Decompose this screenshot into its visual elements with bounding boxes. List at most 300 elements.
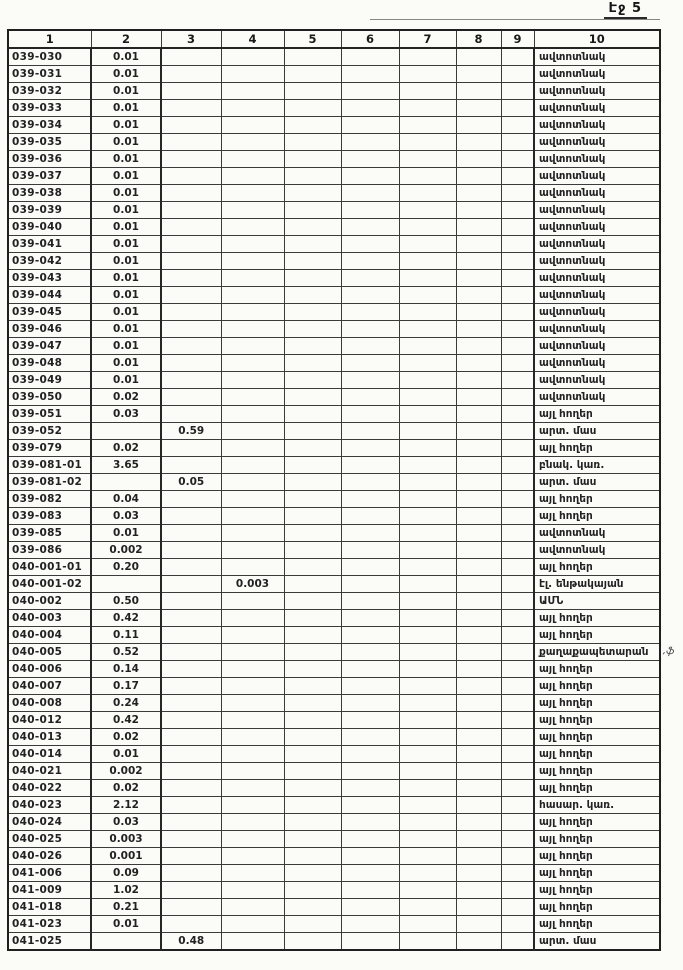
cell: բնակ. կառ. [534, 457, 660, 474]
cell: ավտոտնակ [534, 372, 660, 389]
cell: 039-039 [8, 202, 91, 219]
cell [456, 508, 501, 525]
header-row [8, 30, 660, 48]
table-row [8, 406, 660, 423]
cell [399, 780, 456, 797]
cell [221, 542, 284, 559]
cell: 040-001-01 [8, 559, 91, 576]
table-row [8, 729, 660, 746]
cell: 0.01 [91, 151, 161, 168]
column-header: 5 [284, 30, 341, 48]
cell: այլ հողեր [534, 440, 660, 457]
cell: 0.01 [91, 219, 161, 236]
cell: այլ հողեր [534, 406, 660, 423]
cell: 039-083 [8, 508, 91, 525]
table-row [8, 117, 660, 134]
cell: 0.14 [91, 661, 161, 678]
cell [501, 797, 534, 814]
table-row [8, 474, 660, 491]
cell [399, 168, 456, 185]
cell [501, 644, 534, 661]
cell [399, 899, 456, 916]
cell [399, 933, 456, 951]
cell [284, 202, 341, 219]
cell: 0.01 [91, 236, 161, 253]
cell: 040-006 [8, 661, 91, 678]
cell: 039-040 [8, 219, 91, 236]
cell [456, 389, 501, 406]
column-header: 9 [501, 30, 534, 48]
cell: 041-006 [8, 865, 91, 882]
cell: 0.02 [91, 389, 161, 406]
cell: 0.20 [91, 559, 161, 576]
cell [341, 780, 399, 797]
cell [221, 202, 284, 219]
cell: այլ հողեր [534, 610, 660, 627]
cell [501, 695, 534, 712]
cell [399, 474, 456, 491]
cell [456, 440, 501, 457]
cell: այլ հողեր [534, 831, 660, 848]
handwritten-margin-note: ,ֆ [662, 645, 675, 658]
cell [501, 372, 534, 389]
cell [284, 117, 341, 134]
cell [456, 219, 501, 236]
cell [161, 270, 221, 287]
cell [284, 729, 341, 746]
cell [399, 423, 456, 440]
cell [456, 746, 501, 763]
cell [221, 848, 284, 865]
table-row [8, 797, 660, 814]
cell [501, 440, 534, 457]
cell [456, 729, 501, 746]
cell [456, 712, 501, 729]
cell [341, 831, 399, 848]
cell [399, 202, 456, 219]
cell [284, 185, 341, 202]
cell: այլ հողեր [534, 814, 660, 831]
table-row [8, 389, 660, 406]
table-row [8, 168, 660, 185]
cell [501, 83, 534, 100]
cell: 0.01 [91, 117, 161, 134]
cell [161, 338, 221, 355]
cell: այլ հողեր [534, 848, 660, 865]
cell: 039-082 [8, 491, 91, 508]
cell: 039-051 [8, 406, 91, 423]
cell [456, 831, 501, 848]
cell [221, 304, 284, 321]
cell: ավտոտնակ [534, 134, 660, 151]
cell: այլ հողեր [534, 899, 660, 916]
cell: 0.02 [91, 440, 161, 457]
cell [161, 48, 221, 66]
cell [284, 423, 341, 440]
table-row [8, 508, 660, 525]
cell [501, 270, 534, 287]
cell [284, 474, 341, 491]
cell [341, 576, 399, 593]
cell [161, 304, 221, 321]
cell [456, 134, 501, 151]
cell [456, 865, 501, 882]
cell [221, 729, 284, 746]
cell [161, 542, 221, 559]
cell [399, 491, 456, 508]
cell [456, 457, 501, 474]
cell [284, 661, 341, 678]
cell: 0.01 [91, 338, 161, 355]
cell [341, 763, 399, 780]
cell [284, 542, 341, 559]
cell: 039-034 [8, 117, 91, 134]
cell [341, 746, 399, 763]
cell: այլ հողեր [534, 746, 660, 763]
table-row [8, 270, 660, 287]
column-header: 1 [8, 30, 91, 48]
cell [341, 797, 399, 814]
cell [161, 151, 221, 168]
cell [284, 814, 341, 831]
cell [399, 185, 456, 202]
cell [161, 610, 221, 627]
cell [284, 508, 341, 525]
cell [399, 134, 456, 151]
cell [221, 372, 284, 389]
table-row [8, 83, 660, 100]
cell: ավտոտնակ [534, 304, 660, 321]
cell [161, 729, 221, 746]
cell: 039-052 [8, 423, 91, 440]
cell: 0.002 [91, 542, 161, 559]
table-row [8, 678, 660, 695]
cell: 0.002 [91, 763, 161, 780]
cell [161, 712, 221, 729]
column-header: 7 [399, 30, 456, 48]
cell: այլ հողեր [534, 627, 660, 644]
table-row [8, 287, 660, 304]
cell: 039-037 [8, 168, 91, 185]
cell [501, 882, 534, 899]
cell: քաղաքապետարան [534, 644, 660, 661]
cell [284, 270, 341, 287]
table-row [8, 457, 660, 474]
cell [501, 287, 534, 304]
table-row [8, 695, 660, 712]
cell [456, 559, 501, 576]
cell [221, 321, 284, 338]
cell [161, 780, 221, 797]
cell: 0.003 [221, 576, 284, 593]
cell: ավտոտնակ [534, 270, 660, 287]
cell: 0.01 [91, 372, 161, 389]
cell: ավտոտնակ [534, 48, 660, 66]
scan-artifact-line [370, 19, 660, 20]
cell [456, 83, 501, 100]
cell [501, 66, 534, 83]
cell [456, 117, 501, 134]
cell [341, 916, 399, 933]
cell [456, 678, 501, 695]
cell [501, 457, 534, 474]
cell [399, 48, 456, 66]
cell: 0.001 [91, 848, 161, 865]
table-row [8, 185, 660, 202]
cell [221, 389, 284, 406]
cell: 0.01 [91, 185, 161, 202]
cell: 040-024 [8, 814, 91, 831]
cell: էլ. ենթակայան [534, 576, 660, 593]
cell [161, 627, 221, 644]
table-row [8, 882, 660, 899]
cell [501, 525, 534, 542]
cell: 0.48 [161, 933, 221, 951]
cell [341, 610, 399, 627]
cell [161, 287, 221, 304]
table-row [8, 559, 660, 576]
records-table [7, 29, 661, 951]
cell [341, 695, 399, 712]
cell [221, 236, 284, 253]
cell [221, 491, 284, 508]
cell [501, 916, 534, 933]
cell [399, 678, 456, 695]
cell [161, 134, 221, 151]
cell [284, 695, 341, 712]
cell [221, 763, 284, 780]
cell [399, 100, 456, 117]
cell [399, 219, 456, 236]
cell [161, 848, 221, 865]
table-row [8, 525, 660, 542]
cell [161, 899, 221, 916]
cell [161, 457, 221, 474]
cell [399, 661, 456, 678]
cell [456, 593, 501, 610]
cell [456, 151, 501, 168]
cell [456, 542, 501, 559]
cell [399, 916, 456, 933]
cell [221, 253, 284, 270]
column-header: 10 [534, 30, 660, 48]
cell [341, 66, 399, 83]
cell [456, 763, 501, 780]
cell [399, 406, 456, 423]
cell [221, 899, 284, 916]
cell: արտ. մաս [534, 474, 660, 491]
cell [161, 236, 221, 253]
cell [341, 270, 399, 287]
cell [161, 576, 221, 593]
cell [501, 848, 534, 865]
table-row [8, 202, 660, 219]
cell [284, 576, 341, 593]
cell: 0.03 [91, 508, 161, 525]
cell [221, 406, 284, 423]
cell [501, 48, 534, 66]
cell [284, 253, 341, 270]
cell [501, 491, 534, 508]
cell: 040-003 [8, 610, 91, 627]
cell [501, 865, 534, 882]
cell [161, 491, 221, 508]
cell [456, 338, 501, 355]
cell: ավտոտնակ [534, 525, 660, 542]
table-row [8, 610, 660, 627]
cell: 040-025 [8, 831, 91, 848]
cell: այլ հողեր [534, 729, 660, 746]
cell [284, 780, 341, 797]
cell [161, 117, 221, 134]
cell [221, 797, 284, 814]
cell [221, 151, 284, 168]
cell [221, 865, 284, 882]
cell [341, 185, 399, 202]
cell [399, 746, 456, 763]
cell [456, 185, 501, 202]
cell [341, 644, 399, 661]
table-row [8, 933, 660, 951]
cell [284, 100, 341, 117]
cell [284, 933, 341, 951]
cell [284, 355, 341, 372]
table-row [8, 627, 660, 644]
cell: 0.01 [91, 48, 161, 66]
cell [161, 882, 221, 899]
cell [501, 168, 534, 185]
cell [284, 882, 341, 899]
cell [284, 593, 341, 610]
cell: 1.02 [91, 882, 161, 899]
cell: ավտոտնակ [534, 100, 660, 117]
cell [399, 729, 456, 746]
cell: այլ հողեր [534, 712, 660, 729]
table-row [8, 304, 660, 321]
cell [341, 593, 399, 610]
table-row [8, 780, 660, 797]
cell [501, 134, 534, 151]
cell [221, 117, 284, 134]
cell [161, 797, 221, 814]
cell [501, 729, 534, 746]
cell: 039-044 [8, 287, 91, 304]
table-row [8, 831, 660, 848]
cell [501, 253, 534, 270]
cell: 039-043 [8, 270, 91, 287]
cell [399, 814, 456, 831]
cell [341, 457, 399, 474]
table-row [8, 355, 660, 372]
cell [501, 474, 534, 491]
cell: ԱՄՆ [534, 593, 660, 610]
cell: 039-045 [8, 304, 91, 321]
table-row [8, 644, 660, 661]
cell [456, 202, 501, 219]
table-row [8, 593, 660, 610]
cell: 0.17 [91, 678, 161, 695]
cell [456, 66, 501, 83]
cell: 0.01 [91, 525, 161, 542]
cell [341, 627, 399, 644]
table-row [8, 423, 660, 440]
cell: 039-035 [8, 134, 91, 151]
cell: 040-007 [8, 678, 91, 695]
cell: 040-008 [8, 695, 91, 712]
cell [501, 151, 534, 168]
cell [501, 610, 534, 627]
cell [221, 440, 284, 457]
cell [399, 440, 456, 457]
cell [91, 423, 161, 440]
cell [221, 746, 284, 763]
column-header: 8 [456, 30, 501, 48]
cell [341, 814, 399, 831]
cell: 039-030 [8, 48, 91, 66]
cell: 0.59 [161, 423, 221, 440]
table-row [8, 321, 660, 338]
cell [399, 355, 456, 372]
cell [341, 933, 399, 951]
table-row [8, 848, 660, 865]
cell [501, 780, 534, 797]
cell [399, 270, 456, 287]
cell: 040-001-02 [8, 576, 91, 593]
cell [284, 134, 341, 151]
cell [221, 525, 284, 542]
cell: 040-013 [8, 729, 91, 746]
cell [221, 423, 284, 440]
cell [221, 644, 284, 661]
cell [284, 627, 341, 644]
cell: 0.24 [91, 695, 161, 712]
cell [161, 406, 221, 423]
cell [341, 882, 399, 899]
cell: 041-009 [8, 882, 91, 899]
cell [501, 576, 534, 593]
cell: ավտոտնակ [534, 542, 660, 559]
cell: 0.01 [91, 202, 161, 219]
cell: ավտոտնակ [534, 168, 660, 185]
cell: ավտոտնակ [534, 321, 660, 338]
cell [161, 644, 221, 661]
cell [161, 814, 221, 831]
cell [221, 814, 284, 831]
cell [501, 185, 534, 202]
cell [284, 406, 341, 423]
cell: 0.03 [91, 814, 161, 831]
cell [341, 508, 399, 525]
table-row [8, 576, 660, 593]
cell [456, 814, 501, 831]
cell [284, 66, 341, 83]
cell [456, 882, 501, 899]
cell [161, 372, 221, 389]
cell: 039-049 [8, 372, 91, 389]
cell: 0.01 [91, 66, 161, 83]
cell [399, 236, 456, 253]
cell [221, 287, 284, 304]
cell [284, 491, 341, 508]
cell [161, 746, 221, 763]
cell: 039-041 [8, 236, 91, 253]
cell [341, 729, 399, 746]
cell: 0.03 [91, 406, 161, 423]
table-row [8, 491, 660, 508]
cell: ավտոտնակ [534, 83, 660, 100]
cell [284, 916, 341, 933]
cell [501, 899, 534, 916]
